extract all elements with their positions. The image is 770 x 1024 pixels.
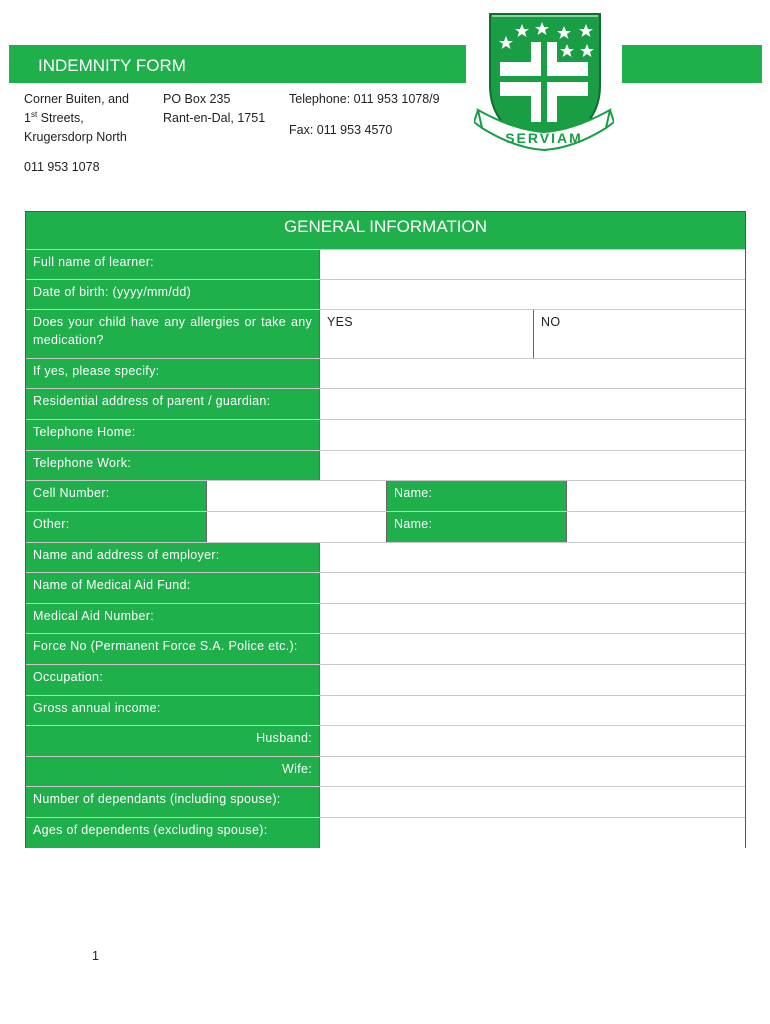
row-cell xyxy=(26,480,745,512)
medical-number-field[interactable] xyxy=(319,604,745,634)
cell-number-field[interactable] xyxy=(206,481,386,512)
row-full-name xyxy=(26,249,745,280)
dependants-field[interactable] xyxy=(319,787,745,818)
row-dob xyxy=(26,279,745,310)
telephone: Telephone: 011 953 1078/9 xyxy=(289,92,440,106)
postal-line-1: PO Box 235 xyxy=(163,92,231,106)
occupation-field[interactable] xyxy=(319,665,745,696)
row-other xyxy=(26,511,745,543)
postal-address xyxy=(163,90,265,128)
label-income: Gross annual income: xyxy=(26,696,319,726)
cell-name-field[interactable] xyxy=(566,481,745,512)
crest-motto: SERVIAM xyxy=(505,130,583,146)
row-occupation xyxy=(26,664,745,696)
other-name-field[interactable] xyxy=(566,512,745,543)
husband-income-field[interactable] xyxy=(319,726,745,757)
form-heading: GENERAL INFORMATION xyxy=(26,212,745,249)
label-full-name: Full name of learner: xyxy=(26,250,319,280)
tel-work-field[interactable] xyxy=(319,451,745,481)
label-cell: Cell Number: xyxy=(26,481,206,512)
full-name-field[interactable] xyxy=(319,250,745,280)
row-husband xyxy=(26,725,745,757)
wife-income-field[interactable] xyxy=(319,757,745,787)
row-tel-home xyxy=(26,419,745,451)
residential-field[interactable] xyxy=(319,389,745,420)
row-medical-number xyxy=(26,603,745,634)
row-dependants xyxy=(26,786,745,818)
label-dob: Date of birth: (yyyy/mm/dd) xyxy=(26,280,319,310)
label-force-no: Force No (Permanent Force S.A. Police etc.): xyxy=(26,634,319,665)
label-medical-fund: Name of Medical Aid Fund: xyxy=(26,573,319,604)
label-medical-number: Medical Aid Number: xyxy=(26,604,319,634)
label-husband: Husband: xyxy=(26,726,319,757)
label-other-name: Name: xyxy=(386,512,566,543)
dob-field[interactable] xyxy=(319,280,745,310)
label-dependants: Number of dependants (including spouse): xyxy=(26,787,319,818)
label-cell-name: Name: xyxy=(386,481,566,512)
label-wife: Wife: xyxy=(26,757,319,787)
label-tel-work: Telephone Work: xyxy=(26,451,319,481)
other-number-field[interactable] xyxy=(206,512,386,543)
row-tel-work xyxy=(26,450,745,481)
force-no-field[interactable] xyxy=(319,634,745,665)
physical-address xyxy=(24,90,129,147)
income-field[interactable] xyxy=(319,696,745,726)
row-force-no xyxy=(26,633,745,665)
label-tel-home: Telephone Home: xyxy=(26,420,319,451)
page-number: 1 xyxy=(92,949,99,963)
form-title: INDEMNITY FORM xyxy=(38,56,186,75)
fax: Fax: 011 953 4570 xyxy=(289,123,393,137)
label-specify: If yes, please specify: xyxy=(26,359,319,389)
medical-fund-field[interactable] xyxy=(319,573,745,604)
address-line-2: 1st Streets, xyxy=(24,110,84,125)
label-ages: Ages of dependents (excluding spouse): xyxy=(26,818,319,848)
row-wife xyxy=(26,756,745,787)
row-residential xyxy=(26,388,745,420)
specify-field[interactable] xyxy=(319,359,745,389)
label-allergies: Does your child have any allergies or take any medication? xyxy=(26,310,319,359)
row-ages xyxy=(26,817,745,848)
postal-line-2: Rant-en-Dal, 1751 xyxy=(163,111,266,125)
row-employer xyxy=(26,542,745,573)
address-line-1: Corner Buiten, and xyxy=(24,92,129,106)
general-information-form xyxy=(25,211,746,848)
row-allergies xyxy=(26,309,745,359)
title-bar-right xyxy=(622,45,762,83)
label-other: Other: xyxy=(26,512,206,543)
title-bar xyxy=(9,45,466,83)
ages-field[interactable] xyxy=(319,818,745,848)
label-occupation: Occupation: xyxy=(26,665,319,696)
row-medical-fund xyxy=(26,572,745,604)
label-residential: Residential address of parent / guardian: xyxy=(26,389,319,420)
employer-field[interactable] xyxy=(319,543,745,573)
row-specify xyxy=(26,358,745,389)
phone-number: 011 953 1078 xyxy=(24,160,100,174)
allergies-yes-option[interactable]: YES xyxy=(319,310,533,359)
school-crest-logo xyxy=(474,10,614,160)
row-income xyxy=(26,695,745,726)
address-line-3: Krugersdorp North xyxy=(24,130,127,144)
allergies-no-option[interactable]: NO xyxy=(533,310,745,359)
tel-home-field[interactable] xyxy=(319,420,745,451)
label-employer: Name and address of employer: xyxy=(26,543,319,573)
